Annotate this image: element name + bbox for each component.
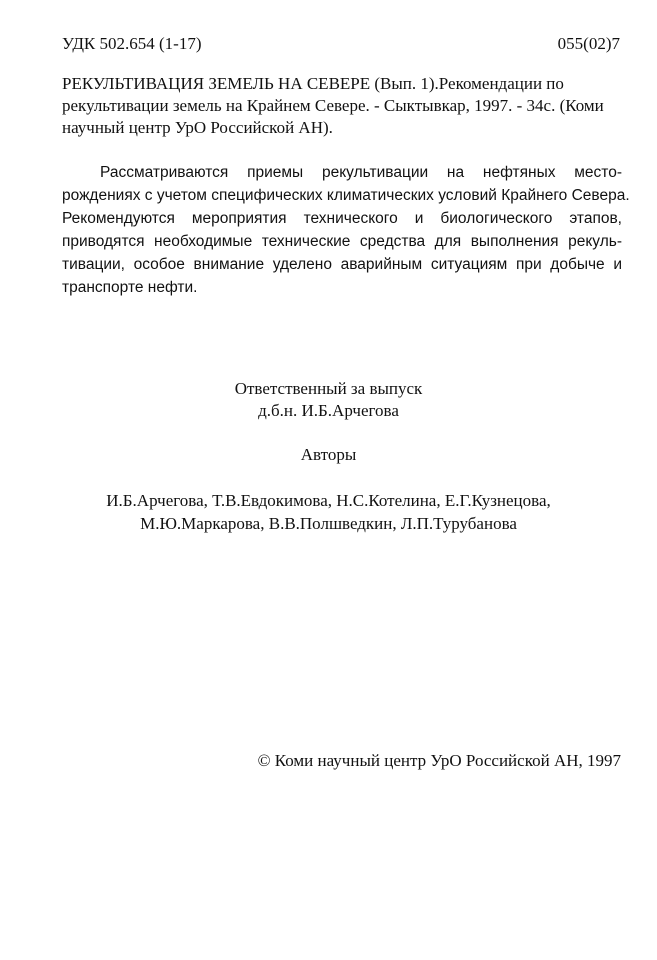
udk-code: УДК 502.654 (1-17) (62, 34, 202, 53)
authors-line: М.Ю.Маркарова, В.В.Полшведкин, Л.П.Турубанова (140, 514, 517, 533)
responsible-editor (0, 378, 657, 422)
authors-line: И.Б.Арчегова, Т.В.Евдокимова, Н.С.Котелина, Е.Г.Кузнецова, (106, 491, 551, 510)
abstract-line: транспорте нефти. (62, 279, 198, 296)
biblio-line: РЕКУЛЬТИВАЦИЯ ЗЕМЕЛЬ НА СЕВЕРЕ (Вып. 1).Рекомендации по (62, 74, 564, 93)
abstract-line: приводятся необходимые технические средства для выполнения рекуль- (62, 233, 622, 250)
responsible-label: Ответственный за выпуск (234, 379, 423, 398)
authors-heading (0, 444, 657, 466)
copyright-notice: © Коми научный центр УрО Российской АН, 1997 (257, 751, 621, 770)
abstract-line: тивации, особое внимание уделено аварийным ситуациям при добыче и (62, 256, 622, 273)
authors-heading-text: Авторы (300, 445, 357, 464)
abstract-line: Рассматриваются приемы рекультивации на нефтяных место- (100, 164, 622, 181)
bibliographic-description (62, 73, 622, 139)
abstract-paragraph (62, 161, 630, 299)
classification-code: 055(02)7 (557, 34, 620, 53)
abstract-line: рождениях с учетом специфических климатических условий Крайнего Севера. (62, 187, 630, 204)
biblio-line: научный центр УрО Российской АН). (62, 118, 333, 137)
responsible-name: д.б.н. И.Б.Арчегова (258, 401, 399, 420)
authors-list (0, 489, 657, 535)
abstract-line: Рекомендуются мероприятия технического и биологического этапов, (62, 210, 622, 227)
biblio-line: рекультивации земель на Крайнем Севере. - Сыктывкар, 1997. - 34с. (Коми (62, 96, 604, 115)
